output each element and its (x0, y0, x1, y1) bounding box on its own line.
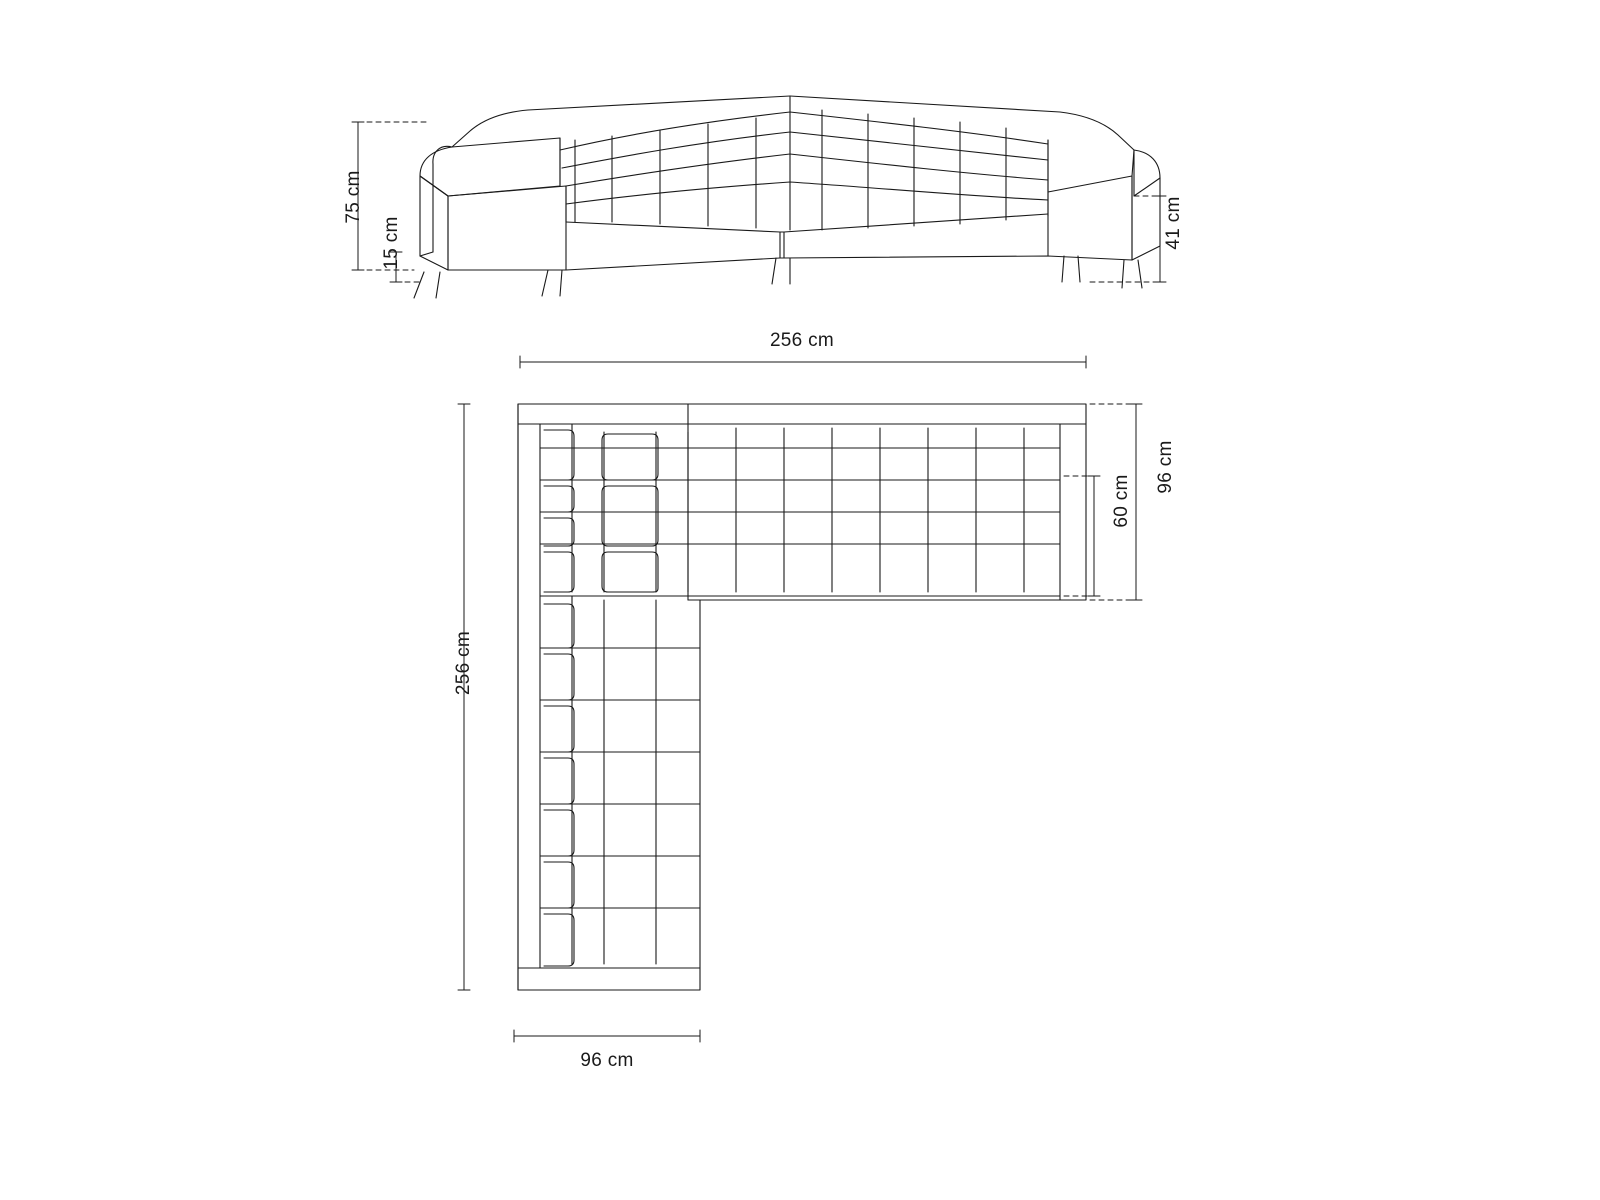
dim-label-height-75: 75 cm (343, 170, 364, 224)
dim-label-length-256: 256 cm (453, 630, 474, 696)
top-dimension-lines (458, 404, 1142, 1042)
dim-label-seat-41: 41 cm (1163, 196, 1184, 250)
top-plan-sofa (518, 404, 1086, 990)
dim-label-width-256: 256 cm (769, 330, 835, 351)
front-elevation-sofa (414, 96, 1160, 298)
dim-label-width-96: 96 cm (580, 1050, 634, 1071)
dim-label-leg-15: 15 cm (381, 216, 402, 270)
dim-label-seat-depth-60: 60 cm (1111, 474, 1132, 528)
dim-label-depth-96: 96 cm (1155, 440, 1176, 494)
